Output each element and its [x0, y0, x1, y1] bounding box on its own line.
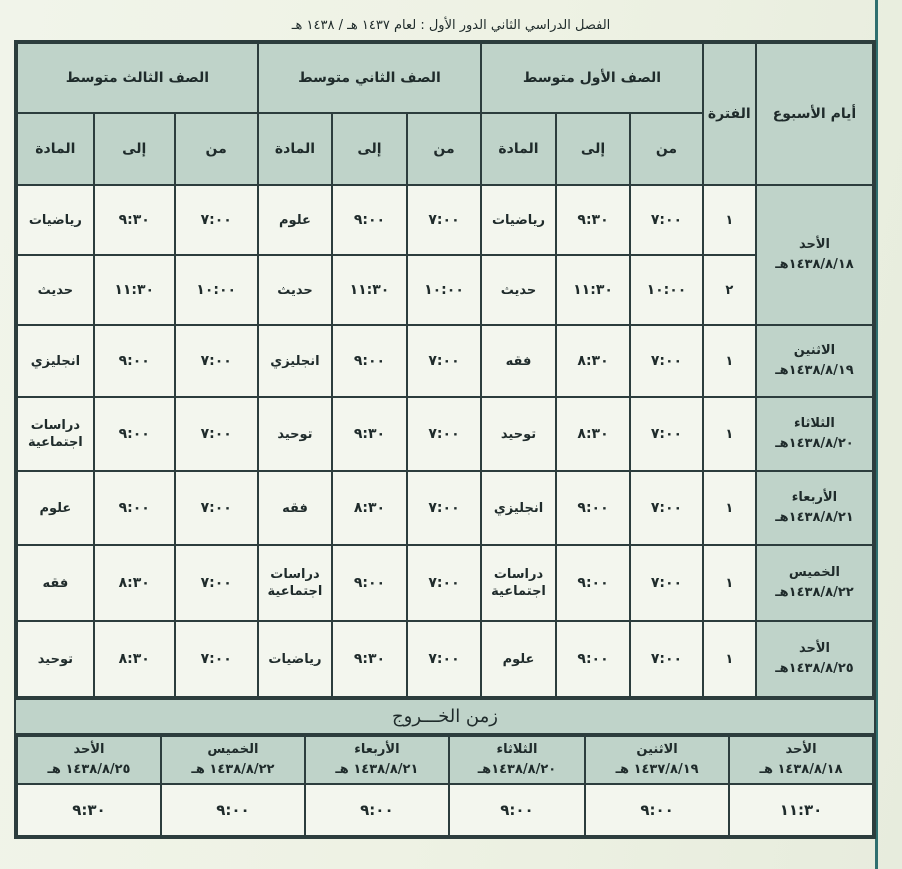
table-row: [17, 471, 873, 545]
day-date: ١٤٣٨/٨/٢٢هـ: [775, 585, 854, 600]
g3-subject: علوم: [17, 471, 94, 545]
g3-from: ٧:٠٠: [175, 471, 258, 545]
day-cell: [756, 185, 873, 325]
period-cell: ٢: [703, 255, 756, 325]
g1-from: ٧:٠٠: [630, 471, 702, 545]
g2-to: ٩:٣٠: [332, 621, 407, 697]
from-header: من: [630, 113, 702, 185]
period-header: الفترة: [703, 43, 756, 185]
g2-from: ٧:٠٠: [407, 545, 482, 621]
table-row: [17, 255, 873, 325]
exit-day-date: ١٤٣٨/٨/٢٢ هـ: [191, 762, 275, 777]
subject-header: المادة: [481, 113, 556, 185]
g2-subject: دراسات اجتماعية: [258, 545, 333, 621]
exit-time-cell: ٩:٠٠: [305, 784, 449, 836]
g1-subject: علوم: [481, 621, 556, 697]
g3-to: ٩:٣٠: [94, 185, 175, 255]
g1-from: ٧:٠٠: [630, 325, 702, 397]
g1-to: ٨:٣٠: [556, 397, 631, 471]
day-date: ١٤٣٨/٨/١٨هـ: [775, 257, 854, 272]
g3-to: ٩:٠٠: [94, 325, 175, 397]
g3-subject: دراسات اجتماعية: [17, 397, 94, 471]
table-row: [17, 545, 873, 621]
g2-to: ٨:٣٠: [332, 471, 407, 545]
g1-subject: رياضيات: [481, 185, 556, 255]
g2-from: ٧:٠٠: [407, 185, 482, 255]
day-name: الاثنين: [793, 343, 836, 358]
grade2-header: الصف الثاني متوسط: [258, 43, 482, 113]
exit-day-cell: [449, 736, 585, 784]
g1-from: ١٠:٠٠: [630, 255, 702, 325]
g3-subject: انجليزي: [17, 325, 94, 397]
exit-time-cell: ٩:٣٠: [17, 784, 161, 836]
g2-to: ٩:٠٠: [332, 545, 407, 621]
g2-subject: رياضيات: [258, 621, 333, 697]
period-cell: ١: [703, 325, 756, 397]
subject-header: المادة: [258, 113, 333, 185]
to-header: إلى: [94, 113, 175, 185]
g1-subject: انجليزي: [481, 471, 556, 545]
g3-subject: توحيد: [17, 621, 94, 697]
g1-subject: حديث: [481, 255, 556, 325]
exit-time-cell: ٩:٠٠: [161, 784, 305, 836]
g2-to: ٩:٣٠: [332, 397, 407, 471]
exit-day-name: الأحد: [73, 742, 105, 757]
g3-from: ٧:٠٠: [175, 621, 258, 697]
table-row: [17, 185, 873, 255]
days-header: أيام الأسبوع: [756, 43, 873, 185]
g3-from: ٧:٠٠: [175, 545, 258, 621]
day-cell: [756, 397, 873, 471]
subject-header: المادة: [17, 113, 94, 185]
schedule-table: [16, 42, 874, 698]
g3-from: ٧:٠٠: [175, 397, 258, 471]
g2-from: ١٠:٠٠: [407, 255, 482, 325]
exit-day-name: الثلاثاء: [496, 742, 538, 757]
g2-to: ١١:٣٠: [332, 255, 407, 325]
table-row: [17, 325, 873, 397]
g3-to: ٨:٣٠: [94, 621, 175, 697]
schedule-title: الفصل الدراسي الثاني الدور الأول : لعام ١٤٣٧ هـ / ١٤٣٨ هـ: [291, 18, 611, 33]
to-header: إلى: [556, 113, 631, 185]
schedule-table-wrapper: [14, 40, 876, 839]
exit-day-date: ١٤٣٨/٨/٢٠هـ: [477, 762, 557, 777]
period-cell: ١: [703, 471, 756, 545]
exit-time-title: زمن الخـــروج: [16, 698, 874, 735]
exit-time-cell: ٩:٠٠: [585, 784, 729, 836]
g2-subject: علوم: [258, 185, 333, 255]
day-date: ١٤٣٨/٨/٢١هـ: [775, 510, 854, 525]
g1-to: ٩:٣٠: [556, 185, 631, 255]
g2-subject: توحيد: [258, 397, 333, 471]
g1-from: ٧:٠٠: [630, 185, 702, 255]
day-date: ١٤٣٨/٨/١٩هـ: [775, 363, 854, 378]
g3-from: ١٠:٠٠: [175, 255, 258, 325]
exit-day-date: ١٤٣٧/٨/١٩ هـ: [615, 762, 699, 777]
day-date: ١٤٣٨/٨/٢٠هـ: [775, 436, 854, 451]
g2-subject: حديث: [258, 255, 333, 325]
g3-to: ٩:٠٠: [94, 471, 175, 545]
exit-time-table: [16, 735, 874, 837]
exit-day-cell: [729, 736, 873, 784]
g1-to: ٨:٣٠: [556, 325, 631, 397]
g1-to: ٩:٠٠: [556, 545, 631, 621]
day-cell: [756, 545, 873, 621]
g3-subject: رياضيات: [17, 185, 94, 255]
g1-from: ٧:٠٠: [630, 621, 702, 697]
exit-day-name: الأربعاء: [354, 742, 400, 757]
g2-subject: انجليزي: [258, 325, 333, 397]
from-header: من: [175, 113, 258, 185]
g1-from: ٧:٠٠: [630, 397, 702, 471]
g2-to: ٩:٠٠: [332, 185, 407, 255]
g2-from: ٧:٠٠: [407, 325, 482, 397]
exit-day-date: ١٤٣٨/٨/٢١ هـ: [335, 762, 419, 777]
exit-day-name: الأحد: [785, 742, 817, 757]
g2-from: ٧:٠٠: [407, 471, 482, 545]
day-cell: [756, 621, 873, 697]
exit-day-name: الخميس: [207, 742, 259, 757]
exit-times-row: [17, 784, 873, 836]
g1-to: ١١:٣٠: [556, 255, 631, 325]
day-cell: [756, 471, 873, 545]
exit-day-date: ١٤٣٨/٨/٢٥ هـ: [47, 762, 131, 777]
period-cell: ١: [703, 621, 756, 697]
day-name: الثلاثاء: [793, 416, 835, 431]
day-name: الخميس: [788, 565, 840, 580]
to-header: إلى: [332, 113, 407, 185]
exit-days-row: [17, 736, 873, 784]
g3-from: ٧:٠٠: [175, 325, 258, 397]
exit-day-cell: [305, 736, 449, 784]
g1-subject: فقه: [481, 325, 556, 397]
g1-subject: توحيد: [481, 397, 556, 471]
exit-day-cell: [17, 736, 161, 784]
g3-to: ١١:٣٠: [94, 255, 175, 325]
period-cell: ١: [703, 545, 756, 621]
grade1-header: الصف الأول متوسط: [481, 43, 702, 113]
exit-time-cell: ١١:٣٠: [729, 784, 873, 836]
day-name: الأحد: [798, 237, 830, 252]
day-name: الأربعاء: [791, 490, 838, 505]
period-cell: ١: [703, 185, 756, 255]
g1-to: ٩:٠٠: [556, 471, 631, 545]
g3-to: ٨:٣٠: [94, 545, 175, 621]
g3-subject: حديث: [17, 255, 94, 325]
g2-from: ٧:٠٠: [407, 397, 482, 471]
g3-from: ٧:٠٠: [175, 185, 258, 255]
table-row: [17, 621, 873, 697]
from-header: من: [407, 113, 482, 185]
g2-to: ٩:٠٠: [332, 325, 407, 397]
g1-subject: دراسات اجتماعية: [481, 545, 556, 621]
g3-subject: فقه: [17, 545, 94, 621]
period-cell: ١: [703, 397, 756, 471]
g2-subject: فقه: [258, 471, 333, 545]
exit-day-date: ١٤٣٨/٨/١٨ هـ: [759, 762, 843, 777]
exit-time-cell: ٩:٠٠: [449, 784, 585, 836]
g1-from: ٧:٠٠: [630, 545, 702, 621]
day-date: ١٤٣٨/٨/٢٥هـ: [775, 661, 854, 676]
grade3-header: الصف الثالث متوسط: [17, 43, 258, 113]
day-cell: [756, 325, 873, 397]
exit-day-cell: [161, 736, 305, 784]
day-name: الأحد: [798, 641, 830, 656]
exit-day-name: الاثنين: [636, 742, 678, 757]
g3-to: ٩:٠٠: [94, 397, 175, 471]
exit-day-cell: [585, 736, 729, 784]
g1-to: ٩:٠٠: [556, 621, 631, 697]
table-row: [17, 397, 873, 471]
g2-from: ٧:٠٠: [407, 621, 482, 697]
